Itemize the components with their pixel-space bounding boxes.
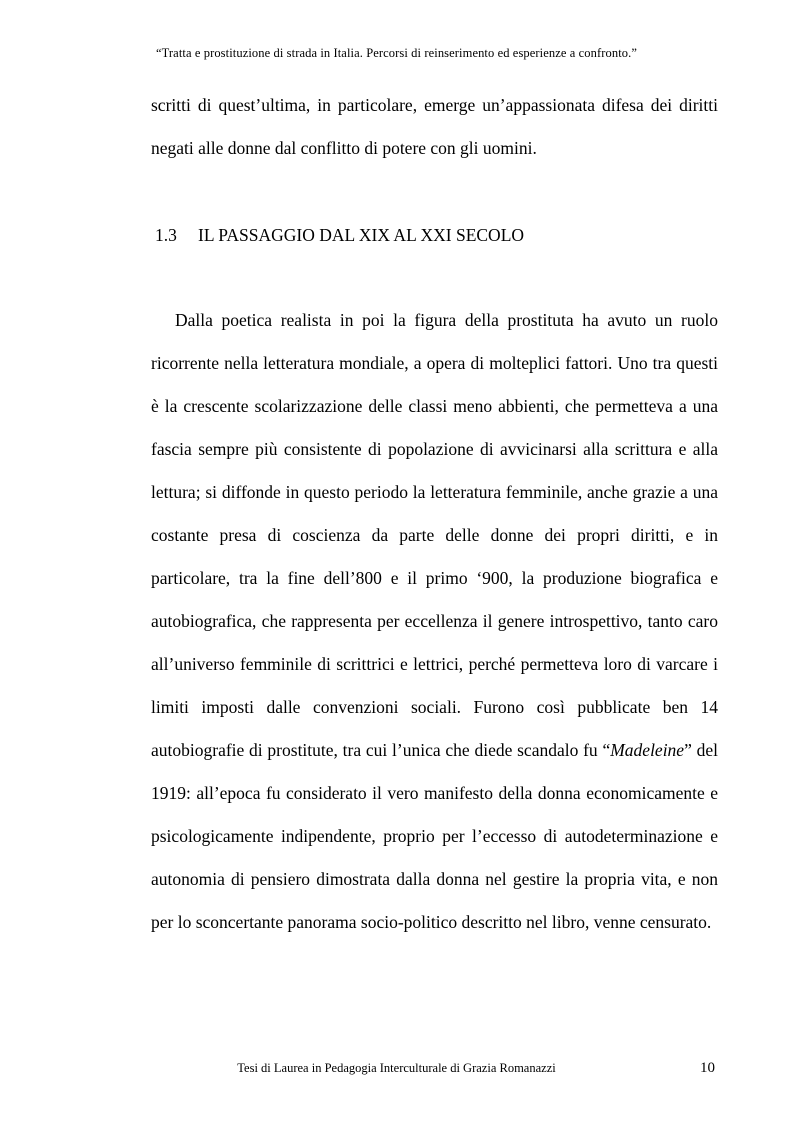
running-header: “Tratta e prostituzione di strada in Italia. Percorsi di reinserimento ed esperienze a confronto.” [155, 46, 638, 60]
footer-text: Tesi di Laurea in Pedagogia Interculturale di Grazia Romanazzi [237, 1061, 556, 1075]
page-number: 10 [700, 1060, 715, 1076]
section-number: 1.3 [155, 225, 177, 245]
section-heading [155, 214, 524, 257]
paragraph-text-before-title: Dalla poetica realista in poi la figura della prostituta ha avuto un ruolo ricorrente nella letteratura mondiale, a opera di molteplici fattori. Uno tra questi è la crescente scolarizzazione delle classi meno abbienti, che permetteva a una fascia sempre più consistente di popolazione di avvicinarsi alla scrittura e alla lettura; si diffonde in questo periodo la letteratura femminile, anche grazie a una costante presa di coscienza da parte delle donne dei propri diritti, e in particolare, tra la fine dell’800 e il primo ‘900, la produzione biografica e autobiografica, che rappresenta per eccellenza il genere introspettivo, tanto caro all’universo femminile di scrittrici e lettrici, perché permetteva loro di varcare i limiti imposti dalle convenzioni sociali. Furono così pubblicate ben 14 autobiografie di prostitute, tra cui l’unica che diede scandalo fu “ [151, 310, 718, 760]
paragraph-continued: scritti di quest’ultima, in particolare, emerge un’appassionata difesa dei diritti negati alle donne dal conflitto di potere con gli uomini. [151, 95, 718, 158]
book-title: Madeleine [610, 740, 685, 760]
paragraph-text-after-title: ” del 1919: all’epoca fu considerato il vero manifesto della donna economicamente e psicologicamente indipendente, proprio per l’eccesso di autodeterminazione e autonomia di pensiero dimostrata dalla donna nel gestire la propria vita, e non per lo sconcertante panorama socio-politico descritto nel libro, venne censurato. [151, 740, 718, 932]
paragraph-main [151, 299, 718, 944]
section-title: IL PASSAGGIO DAL XIX AL XXI SECOLO [198, 225, 525, 245]
